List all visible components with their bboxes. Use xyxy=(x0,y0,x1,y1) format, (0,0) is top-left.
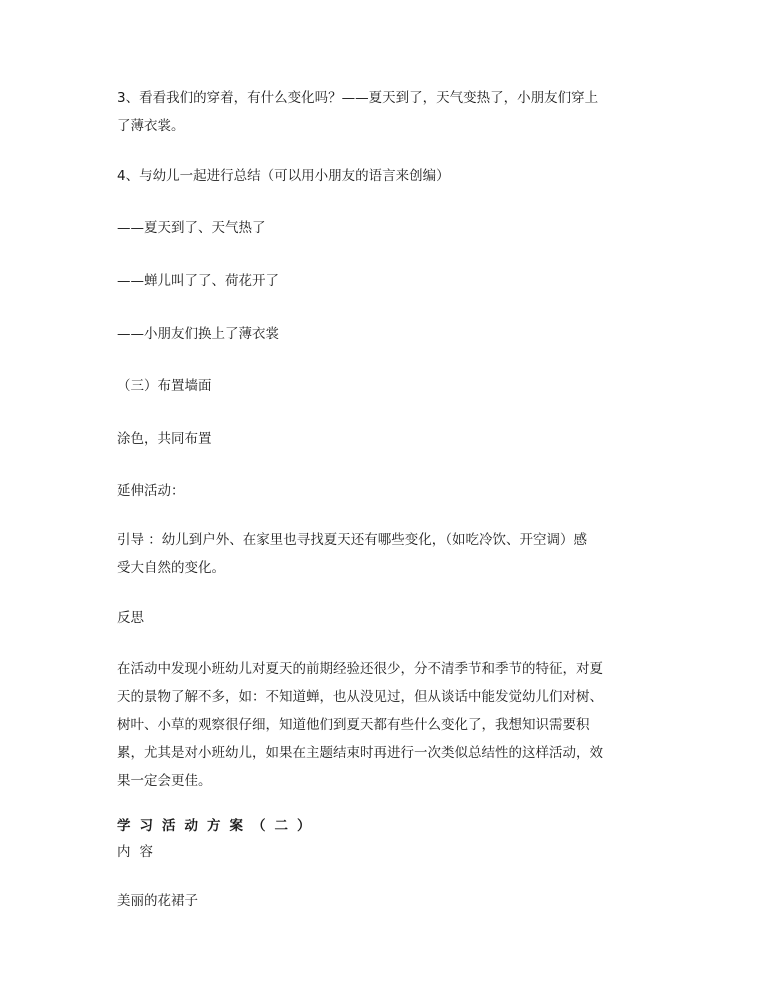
text-line: 果一定会更佳。 xyxy=(117,773,212,789)
content-title-text: 美丽的花裙子 xyxy=(117,893,198,909)
text-line: 涂色，共同布置 xyxy=(117,431,212,447)
summary-line-2 xyxy=(117,267,657,295)
text-line: 了薄衣裳。 xyxy=(117,118,185,134)
text-line: 反思 xyxy=(117,610,144,626)
text-line: 天的景物了解不多，如：不知道蝉，也从没见过，但从谈话中能发觉幼儿们对树、 xyxy=(117,689,603,705)
paragraph-coloring xyxy=(117,425,657,453)
text-line: ——小朋友们换上了薄衣裳 xyxy=(117,326,279,342)
text-line: 受大自然的变化。 xyxy=(117,560,225,576)
paragraph-guidance xyxy=(117,526,657,582)
text-line: 引导 ：幼儿到户外、在家里也寻找夏天还有哪些变化，（如吃冷饮、开空调）感 xyxy=(117,532,588,548)
summary-line-1 xyxy=(117,214,657,242)
reflection-label xyxy=(117,604,657,632)
text-line: ——夏天到了、天气热了 xyxy=(117,220,266,236)
text-line: 在活动中发现小班幼儿对夏天的前期经验还很少，分不清季节和季节的特征，对夏 xyxy=(117,661,603,677)
content-title xyxy=(117,887,657,915)
paragraph-step-4 xyxy=(117,162,657,190)
section-heading-text: 学习活动方案（二） xyxy=(117,818,320,834)
text-line: 3、看看我们的穿着，有什么变化吗？——夏天到了，天气变热了，小朋友们穿上 xyxy=(117,90,599,106)
summary-line-3 xyxy=(117,320,657,348)
section-wall-layout xyxy=(117,372,657,400)
content-label-text: 内容 xyxy=(117,844,162,860)
text-line: 树叶、小草的观察很仔细，知道他们到夏天都有些什么变化了，我想知识需要积 xyxy=(117,717,590,733)
section-heading xyxy=(117,812,657,840)
paragraph-step-3 xyxy=(117,84,657,140)
text-line: （三）布置墙面 xyxy=(117,378,212,394)
text-line: 累，尤其是对小班幼儿，如果在主题结束时再进行一次类似总结性的这样活动，效 xyxy=(117,745,603,761)
text-line: 4、与幼儿一起进行总结（可以用小朋友的语言来创编） xyxy=(117,168,450,184)
content-label xyxy=(117,838,657,866)
paragraph-reflection xyxy=(117,655,657,795)
extension-activity-label xyxy=(117,477,657,505)
text-line: ——蝉儿叫了了、荷花开了 xyxy=(117,273,279,289)
text-line: 延伸活动： xyxy=(117,483,185,499)
